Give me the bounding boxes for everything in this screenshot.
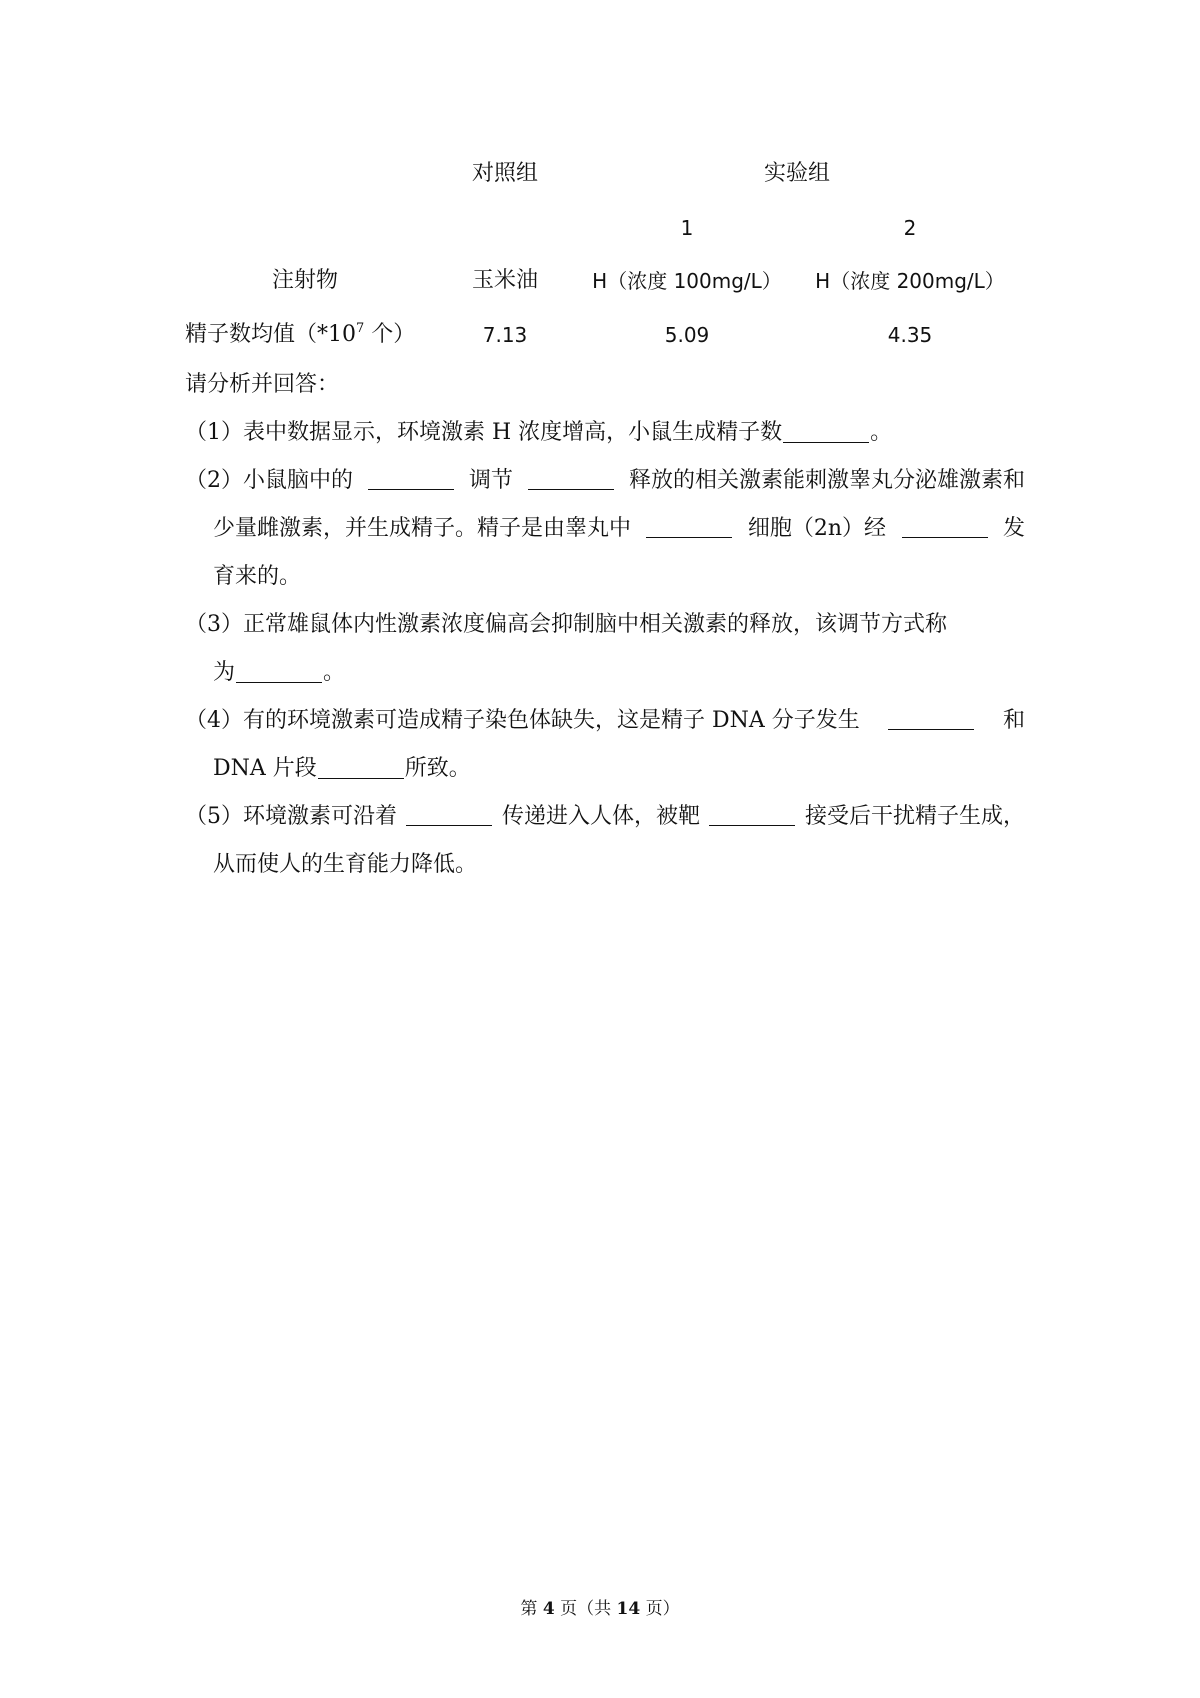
- q3-l1: （3）正常雄鼠体内性激素浓度偏高会抑制脑中相关激素的释放，该调节方式称: [185, 612, 947, 637]
- question-5-line-1: [185, 803, 1025, 831]
- sperm-label-exponent: 7: [356, 321, 365, 336]
- q3-l2b: 。: [323, 660, 346, 685]
- prompt-text: 请分析并回答：: [185, 372, 340, 397]
- table-row-sperm-label: [185, 321, 415, 349]
- answer-blank: [646, 515, 732, 538]
- q5-l2: 从而使人的生育能力降低。: [213, 852, 478, 877]
- answer-blank: [528, 467, 614, 490]
- question-3-line-2: [213, 659, 345, 687]
- q4-l1b: 和: [1002, 708, 1025, 733]
- answer-blank: [902, 515, 988, 538]
- table-row-sperm-control: 7.13: [482, 323, 528, 347]
- sperm-label-prefix: 精子数均值（*10: [185, 322, 356, 347]
- q3-l2a: 为: [213, 660, 236, 685]
- q2-l3: 育来的。: [213, 564, 302, 589]
- footer-prefix: 第: [520, 1599, 543, 1619]
- q2-l2c: 发: [1002, 516, 1025, 541]
- q4-l1a: （4）有的环境激素可造成精子染色体缺失，这是精子 DNA 分子发生: [185, 708, 860, 733]
- table-row-sperm-group1: 5.09: [664, 323, 710, 347]
- table-row-injection-group2: H（浓度 200mg/L）: [815, 269, 1005, 293]
- answer-blank: [783, 420, 869, 443]
- sperm-label-suffix: 个）: [364, 322, 416, 347]
- question-4-line-2: [213, 755, 471, 783]
- footer-page-number: 4: [542, 1599, 555, 1619]
- answer-blank: [406, 803, 492, 826]
- table-subheader-group1: 1: [680, 216, 694, 240]
- footer-middle: 页（共: [554, 1599, 617, 1619]
- q5-l1c: 接受后干扰精子生成，: [804, 804, 1025, 829]
- question-2-line-2: [213, 515, 1025, 543]
- question-4-line-1: [185, 707, 1025, 735]
- q2-l1a: （2）小鼠脑中的: [185, 468, 353, 493]
- q4-l2a: DNA 片段: [213, 756, 317, 781]
- answer-blank: [368, 467, 454, 490]
- table-row-injection-label: 注射物: [271, 268, 339, 293]
- table-subheader-group2: 2: [903, 216, 917, 240]
- q2-l1c: 释放的相关激素能刺激睾丸分泌雄激素和: [628, 468, 1025, 493]
- question-3-line-1: [185, 611, 1025, 639]
- table-row-injection-group1: H（浓度 100mg/L）: [592, 269, 782, 293]
- q5-l1a: （5）环境激素可沿着: [185, 804, 397, 829]
- q2-l2b: 细胞（2n）经: [747, 516, 887, 541]
- answer-blank: [236, 660, 322, 683]
- answer-blank: [709, 803, 795, 826]
- footer-suffix: 页）: [640, 1599, 680, 1619]
- q1-end: 。: [870, 420, 893, 445]
- page-footer: [520, 1598, 679, 1620]
- table-row-injection-control: 玉米油: [471, 268, 539, 293]
- table-header-control: 对照组: [471, 161, 539, 186]
- q2-l2a: 少量雌激素，并生成精子。精子是由睾丸中: [213, 516, 632, 541]
- question-1: [185, 419, 892, 447]
- table-row-sperm-group2: 4.35: [887, 323, 933, 347]
- q2-l1b: 调节: [468, 468, 513, 493]
- q5-l1b: 传递进入人体，被靶: [501, 804, 700, 829]
- footer-total-pages: 14: [616, 1599, 641, 1619]
- q1-text: （1）表中数据显示，环境激素 H 浓度增高，小鼠生成精子数: [185, 420, 783, 445]
- answer-blank: [888, 707, 974, 730]
- q4-l2b: 所致。: [404, 756, 471, 781]
- answer-blank: [318, 756, 404, 779]
- table-header-experiment: 实验组: [763, 161, 831, 186]
- question-2-line-1: [185, 467, 1025, 495]
